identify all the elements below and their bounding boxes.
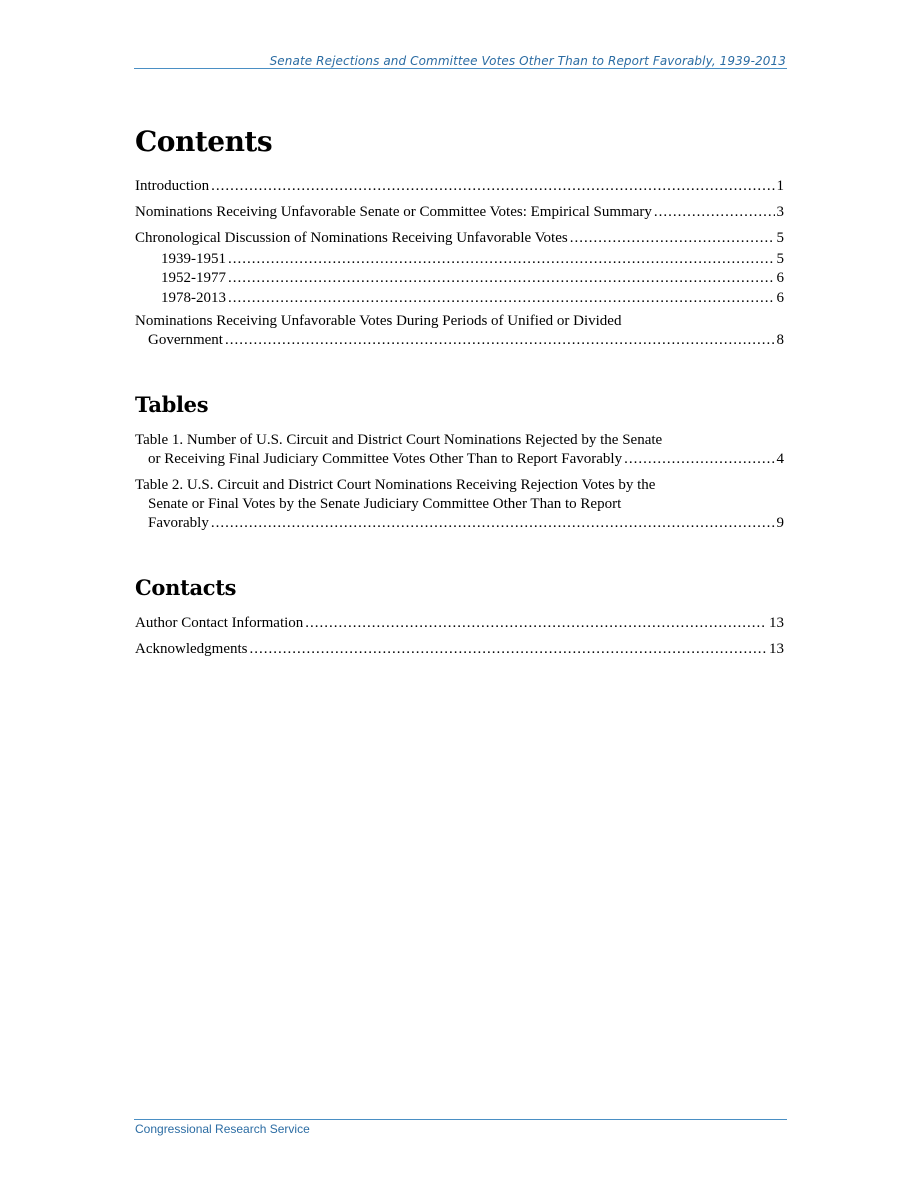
footer-publisher: Congressional Research Service (135, 1122, 310, 1136)
toc-entry-empirical-summary[interactable] (135, 203, 784, 222)
toc-entry-text-line1: Table 2. U.S. Circuit and District Court Nominations Receiving Rejection Votes by the (135, 477, 656, 493)
toc-page-number: 9 (776, 515, 784, 531)
toc-entry-table-1[interactable] (135, 431, 784, 469)
toc-entry-table-2[interactable] (135, 476, 784, 533)
toc-entry-text-line2: or Receiving Final Judiciary Committee Votes Other Than to Report Favorably (148, 451, 623, 467)
dot-leader (228, 289, 775, 308)
toc-page-number: 5 (776, 251, 784, 267)
toc-page-number: 8 (776, 332, 784, 348)
toc-entry-text: Chronological Discussion of Nominations Receiving Unfavorable Votes (135, 230, 568, 246)
running-header: Senate Rejections and Committee Votes Other Than to Report Favorably, 1939-2013 (269, 54, 786, 68)
toc-entry-introduction[interactable] (135, 177, 784, 196)
toc-page-number: 3 (776, 204, 784, 220)
toc-entry-unified-divided-government[interactable] (135, 312, 784, 350)
toc-entry-text: 1978-2013 (161, 290, 226, 306)
toc-page-number: 13 (769, 615, 784, 631)
toc-page-number: 1 (776, 178, 784, 194)
contents-title: Contents (135, 125, 273, 158)
toc-page-number: 6 (776, 290, 784, 306)
toc-entry-author-contact[interactable] (135, 614, 784, 633)
contacts-title: Contacts (135, 575, 237, 600)
toc-entry-text: 1939-1951 (161, 251, 226, 267)
toc-page-number: 13 (769, 641, 784, 657)
dot-leader (228, 269, 775, 288)
toc-entry-1978-2013[interactable] (161, 289, 784, 308)
dot-leader (570, 229, 775, 248)
dot-leader (249, 640, 767, 659)
toc-entry-text-line1: Nominations Receiving Unfavorable Votes During Periods of Unified or Divided (135, 313, 622, 329)
dot-leader (624, 450, 774, 469)
toc-entry-text: Acknowledgments (135, 641, 248, 657)
toc-entry-acknowledgments[interactable] (135, 640, 784, 659)
dot-leader (654, 203, 775, 222)
footer-rule (134, 1119, 787, 1120)
toc-entry-text-line2: Government (148, 332, 223, 348)
toc-entry-text: Introduction (135, 178, 210, 194)
toc-entry-1952-1977[interactable] (161, 269, 784, 288)
toc-entry-text-line1: Table 1. Number of U.S. Circuit and District Court Nominations Rejected by the Senate (135, 432, 663, 448)
dot-leader (305, 614, 767, 633)
toc-page-number: 5 (776, 230, 784, 246)
header-rule (134, 68, 787, 69)
toc-entry-1939-1951[interactable] (161, 250, 784, 269)
toc-entry-text: Nominations Receiving Unfavorable Senate or Committee Votes: Empirical Summary (135, 204, 652, 220)
tables-title: Tables (135, 392, 209, 417)
toc-entry-text-line3: Favorably (148, 515, 209, 531)
toc-page-number: 4 (776, 451, 784, 467)
dot-leader (228, 250, 775, 269)
dot-leader (225, 331, 775, 350)
dot-leader (211, 514, 775, 533)
toc-page-number: 6 (776, 270, 784, 286)
toc-entry-text: Author Contact Information (135, 615, 304, 631)
toc-entry-text-line2: Senate or Final Votes by the Senate Judiciary Committee Other Than to Report (148, 496, 622, 512)
toc-entry-text: 1952-1977 (161, 270, 226, 286)
toc-entry-chronological-discussion[interactable] (135, 229, 784, 248)
dot-leader (211, 177, 774, 196)
